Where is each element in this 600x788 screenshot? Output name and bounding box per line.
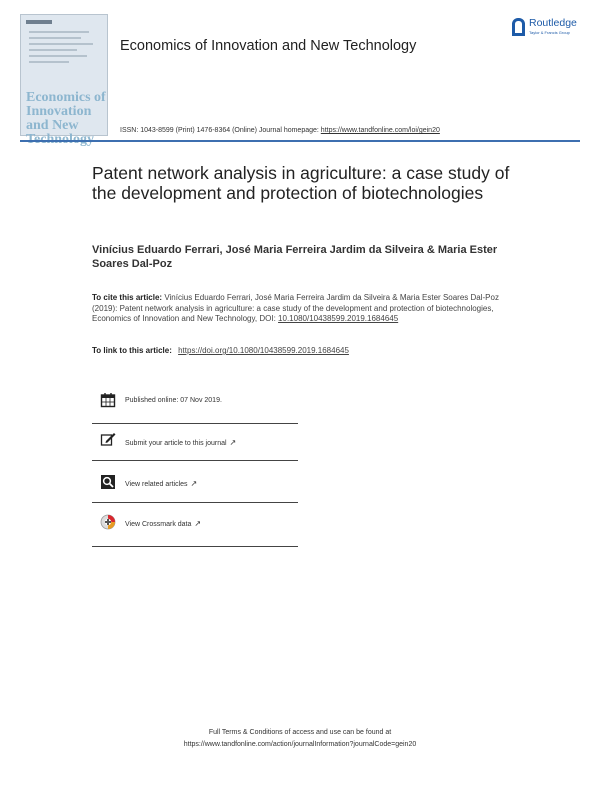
journal-homepage-link[interactable]: https://www.tandfonline.com/loi/gein20 bbox=[320, 127, 440, 134]
calendar-icon bbox=[100, 392, 116, 408]
crossmark-label: View Crossmark data bbox=[125, 521, 192, 528]
issn-line bbox=[120, 127, 440, 134]
edit-icon bbox=[100, 431, 116, 447]
crossmark-data-link[interactable] bbox=[125, 519, 201, 528]
doi-link[interactable]: 10.1080/10438599.2019.1684645 bbox=[278, 314, 399, 324]
citation-block bbox=[92, 293, 502, 325]
header-divider bbox=[20, 140, 580, 142]
article-link-line bbox=[92, 346, 349, 355]
external-link-icon: ↗ bbox=[190, 479, 198, 488]
submit-article-link[interactable] bbox=[125, 438, 236, 447]
issn-text: ISSN: 1043-8599 (Print) 1476-8364 (Online) Journal homepage: bbox=[120, 127, 319, 134]
cover-logo bbox=[26, 20, 52, 24]
publisher-name: Routledge bbox=[529, 17, 577, 29]
link-label: To link to this article: bbox=[92, 346, 172, 355]
related-articles-link[interactable] bbox=[125, 479, 197, 488]
related-articles-label: View related articles bbox=[125, 481, 188, 488]
journal-title: Economics of Innovation and New Technology bbox=[120, 38, 417, 54]
divider bbox=[92, 423, 298, 424]
article-authors: Vinícius Eduardo Ferrari, José Maria Ferreira Jardim da Silveira & Maria Ester Soares Dal-Poz bbox=[92, 244, 498, 270]
divider bbox=[92, 502, 298, 503]
routledge-r-icon bbox=[512, 18, 525, 36]
footer-terms-text: Full Terms & Conditions of access and use can be found at bbox=[208, 729, 392, 736]
footer bbox=[0, 727, 600, 751]
article-url-link[interactable]: https://doi.org/10.1080/10438599.2019.1684645 bbox=[178, 346, 349, 355]
cite-text: Vinícius Eduardo Ferrari, José Maria Ferreira Jardim da Silveira & Maria Ester Soares Dal-Poz (2019): Patent network analysis in agriculture: a case study of the development and protection of biotechnologies, Economics of Innovation and New Technology, DOI: bbox=[92, 293, 499, 324]
published-date: Published online: 07 Nov 2019. bbox=[125, 397, 222, 404]
external-link-icon: ↗ bbox=[194, 519, 202, 528]
publisher-logo bbox=[512, 18, 592, 40]
article-title: Patent network analysis in agriculture: a case study of the development and protection of biotechnologies bbox=[92, 163, 510, 203]
cover-title: Economics of Innovation and New bbox=[26, 90, 106, 133]
divider bbox=[92, 460, 298, 461]
search-document-icon bbox=[100, 474, 116, 490]
submit-article-label: Submit your article to this journal bbox=[125, 440, 227, 447]
publisher-subtitle: Taylor & Francis Group bbox=[529, 30, 570, 35]
footer-terms-link[interactable]: https://www.tandfonline.com/action/journalInformation?journalCode=gein20 bbox=[183, 741, 417, 748]
cite-label: To cite this article: bbox=[92, 293, 163, 302]
crossmark-icon bbox=[100, 514, 116, 530]
journal-cover-image bbox=[20, 14, 108, 136]
divider bbox=[92, 546, 298, 547]
external-link-icon: ↗ bbox=[229, 438, 237, 447]
